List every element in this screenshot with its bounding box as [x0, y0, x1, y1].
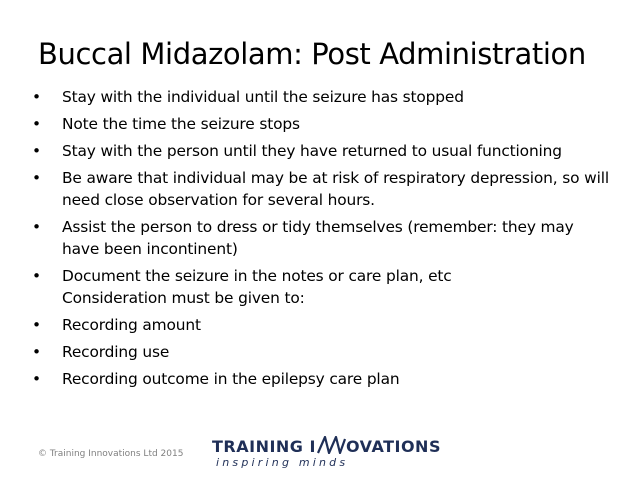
- bullet-text: Document the seizure in the notes or care plan, etc: [62, 267, 452, 285]
- list-item: [32, 314, 612, 336]
- logo-wordmark-right: OVATIONS: [345, 437, 441, 456]
- list-item: [32, 341, 612, 363]
- list-item: [32, 86, 612, 108]
- bullet-text: Recording outcome in the epilepsy care plan: [62, 370, 400, 388]
- bullet-text: Be aware that individual may be at risk of respiratory depression, so will need close observation for several hours.: [62, 169, 609, 209]
- copyright-text: © Training Innovations Ltd 2015: [38, 449, 184, 459]
- list-item: [32, 216, 612, 260]
- bullet-dot: •: [32, 218, 41, 236]
- bullet-dot: •: [32, 169, 41, 187]
- bullet-list: [32, 86, 612, 395]
- slide-title: Buccal Midazolam: Post Administration: [38, 37, 586, 71]
- bullet-dot: •: [32, 267, 41, 285]
- list-item: [32, 113, 612, 135]
- bullet-dot: •: [32, 316, 41, 334]
- logo-nn-mark: [316, 436, 346, 454]
- bullet-subtext: Consideration must be given to:: [62, 289, 305, 307]
- bullet-dot: •: [32, 142, 41, 160]
- logo-wordmark: [212, 436, 441, 456]
- bullet-text: Recording use: [62, 343, 170, 361]
- bullet-dot: •: [32, 115, 41, 133]
- list-item: [32, 265, 612, 309]
- bullet-dot: •: [32, 88, 41, 106]
- bullet-dot: •: [32, 370, 41, 388]
- bullet-text: Stay with the individual until the seizure has stopped: [62, 88, 464, 106]
- bullet-text: Note the time the seizure stops: [62, 115, 300, 133]
- list-item: [32, 368, 612, 390]
- bullet-text: Assist the person to dress or tidy themselves (remember: they may have been incontinent): [62, 218, 574, 258]
- bullet-text: Recording amount: [62, 316, 201, 334]
- logo-wordmark-left: TRAINING I: [212, 437, 316, 456]
- bullet-text: Stay with the person until they have returned to usual functioning: [62, 142, 562, 160]
- bullet-dot: •: [32, 343, 41, 361]
- training-innovations-logo: [212, 436, 441, 472]
- list-item: [32, 140, 612, 162]
- logo-tagline: inspiring minds: [216, 456, 349, 469]
- list-item: [32, 167, 612, 211]
